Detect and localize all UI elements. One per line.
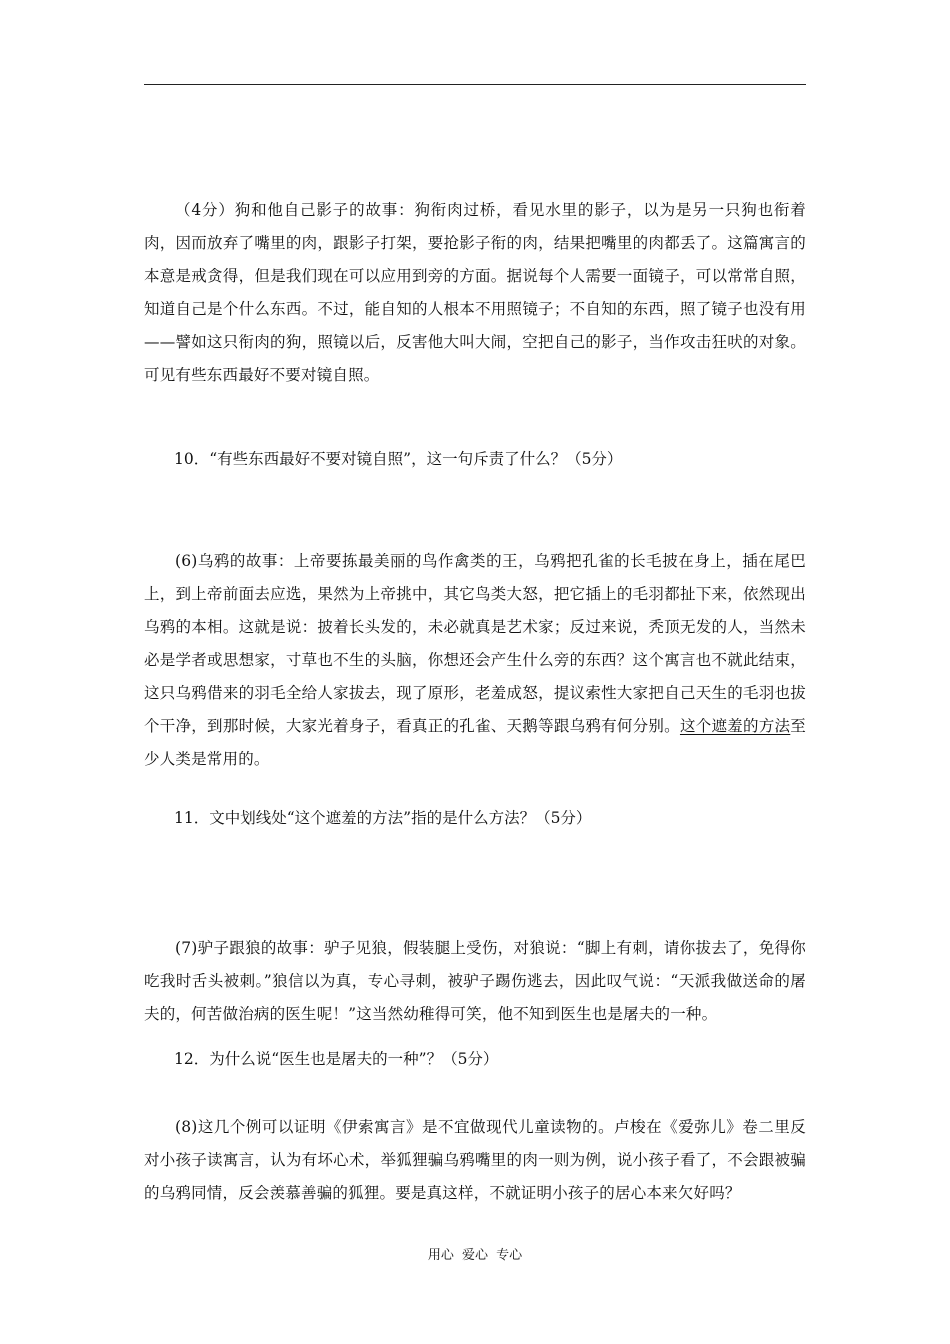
- passage-paragraph-6: [144, 545, 806, 776]
- underlined-phrase: 这个遮羞的方法: [679, 717, 791, 735]
- page-footer: 用心 爱心 专心: [427, 1248, 523, 1263]
- passage-paragraph-8: (8)这几个例可以证明《伊索寓言》是不宜做现代儿童读物的。卢梭在《爱弥儿》卷二里反对小孩子读寓言，认为有坏心术，举狐狸骗乌鸦嘴里的肉一则为例，说小孩子看了，不会跟被骗的乌鸦同情，反会羡慕善骗的狐狸。要是真这样，不就证明小孩子的居心本来欠好吗？: [144, 1118, 806, 1202]
- question-12: 12．为什么说“医生也是屠夫的一种”？（5分）: [174, 1050, 499, 1068]
- passage-6-end-text: 至少人类是常用的。: [144, 717, 806, 768]
- passage-6-main-text: (6)乌鸦的故事：上帝要拣最美丽的鸟作禽类的王，乌鸦把孔雀的长毛披在身上，插在尾巴上，到上帝前面去应选，果然为上帝挑中，其它鸟类大怒，把它插上的毛羽都扯下来，依然现出乌鸦的本相。这就是说：披着长头发的，未必就真是艺术家；反过来说，秃顶无发的人，当然未必是学者或思想家，寸草也不生的头脑，你想还会产生什么旁的东西？这个寓言也不就此结束，这只乌鸦借来的羽毛全给人家拔去，现了原形，老羞成怒，提议索性大家把自己天生的毛羽也拔个干净，到那时候，大家光着身子，看真正的孔雀、天鹅等跟乌鸦有何分别。: [144, 552, 806, 735]
- passage-paragraph-7: (7)驴子跟狼的故事：驴子见狼，假装腿上受伤，对狼说：“脚上有刺，请你拔去了，免得你吃我时舌头被刺。”狼信以为真，专心寻刺，被驴子踢伤逃去，因此叹气说：“天派我做送命的屠夫的，何苦做治病的医生呢！”这当然幼稚得可笑，他不知到医生也是屠夫的一种。: [144, 939, 806, 1023]
- passage-paragraph-4: （4分）狗和他自己影子的故事：狗衔肉过桥，看见水里的影子，以为是另一只狗也衔着肉，因而放弃了嘴里的肉，跟影子打架，要抢影子衔的肉，结果把嘴里的肉都丢了。这篇寓言的本意是戒贪得，但是我们现在可以应用到旁的方面。据说每个人需要一面镜子，可以常常自照，知道自己是个什么东西。不过，能自知的人根本不用照镜子；不自知的东西，照了镜子也没有用——譬如这只衔肉的狗，照镜以后，反害他大叫大闹，空把自己的影子，当作攻击狂吠的对象。可见有些东西最好不要对镜自照。: [144, 201, 806, 384]
- question-10: 10．“有些东西最好不要对镜自照”，这一句斥责了什么？（5分）: [174, 450, 623, 468]
- question-11: 11．文中划线处“这个遮羞的方法”指的是什么方法？（5分）: [174, 809, 592, 827]
- header-rule: [144, 84, 806, 85]
